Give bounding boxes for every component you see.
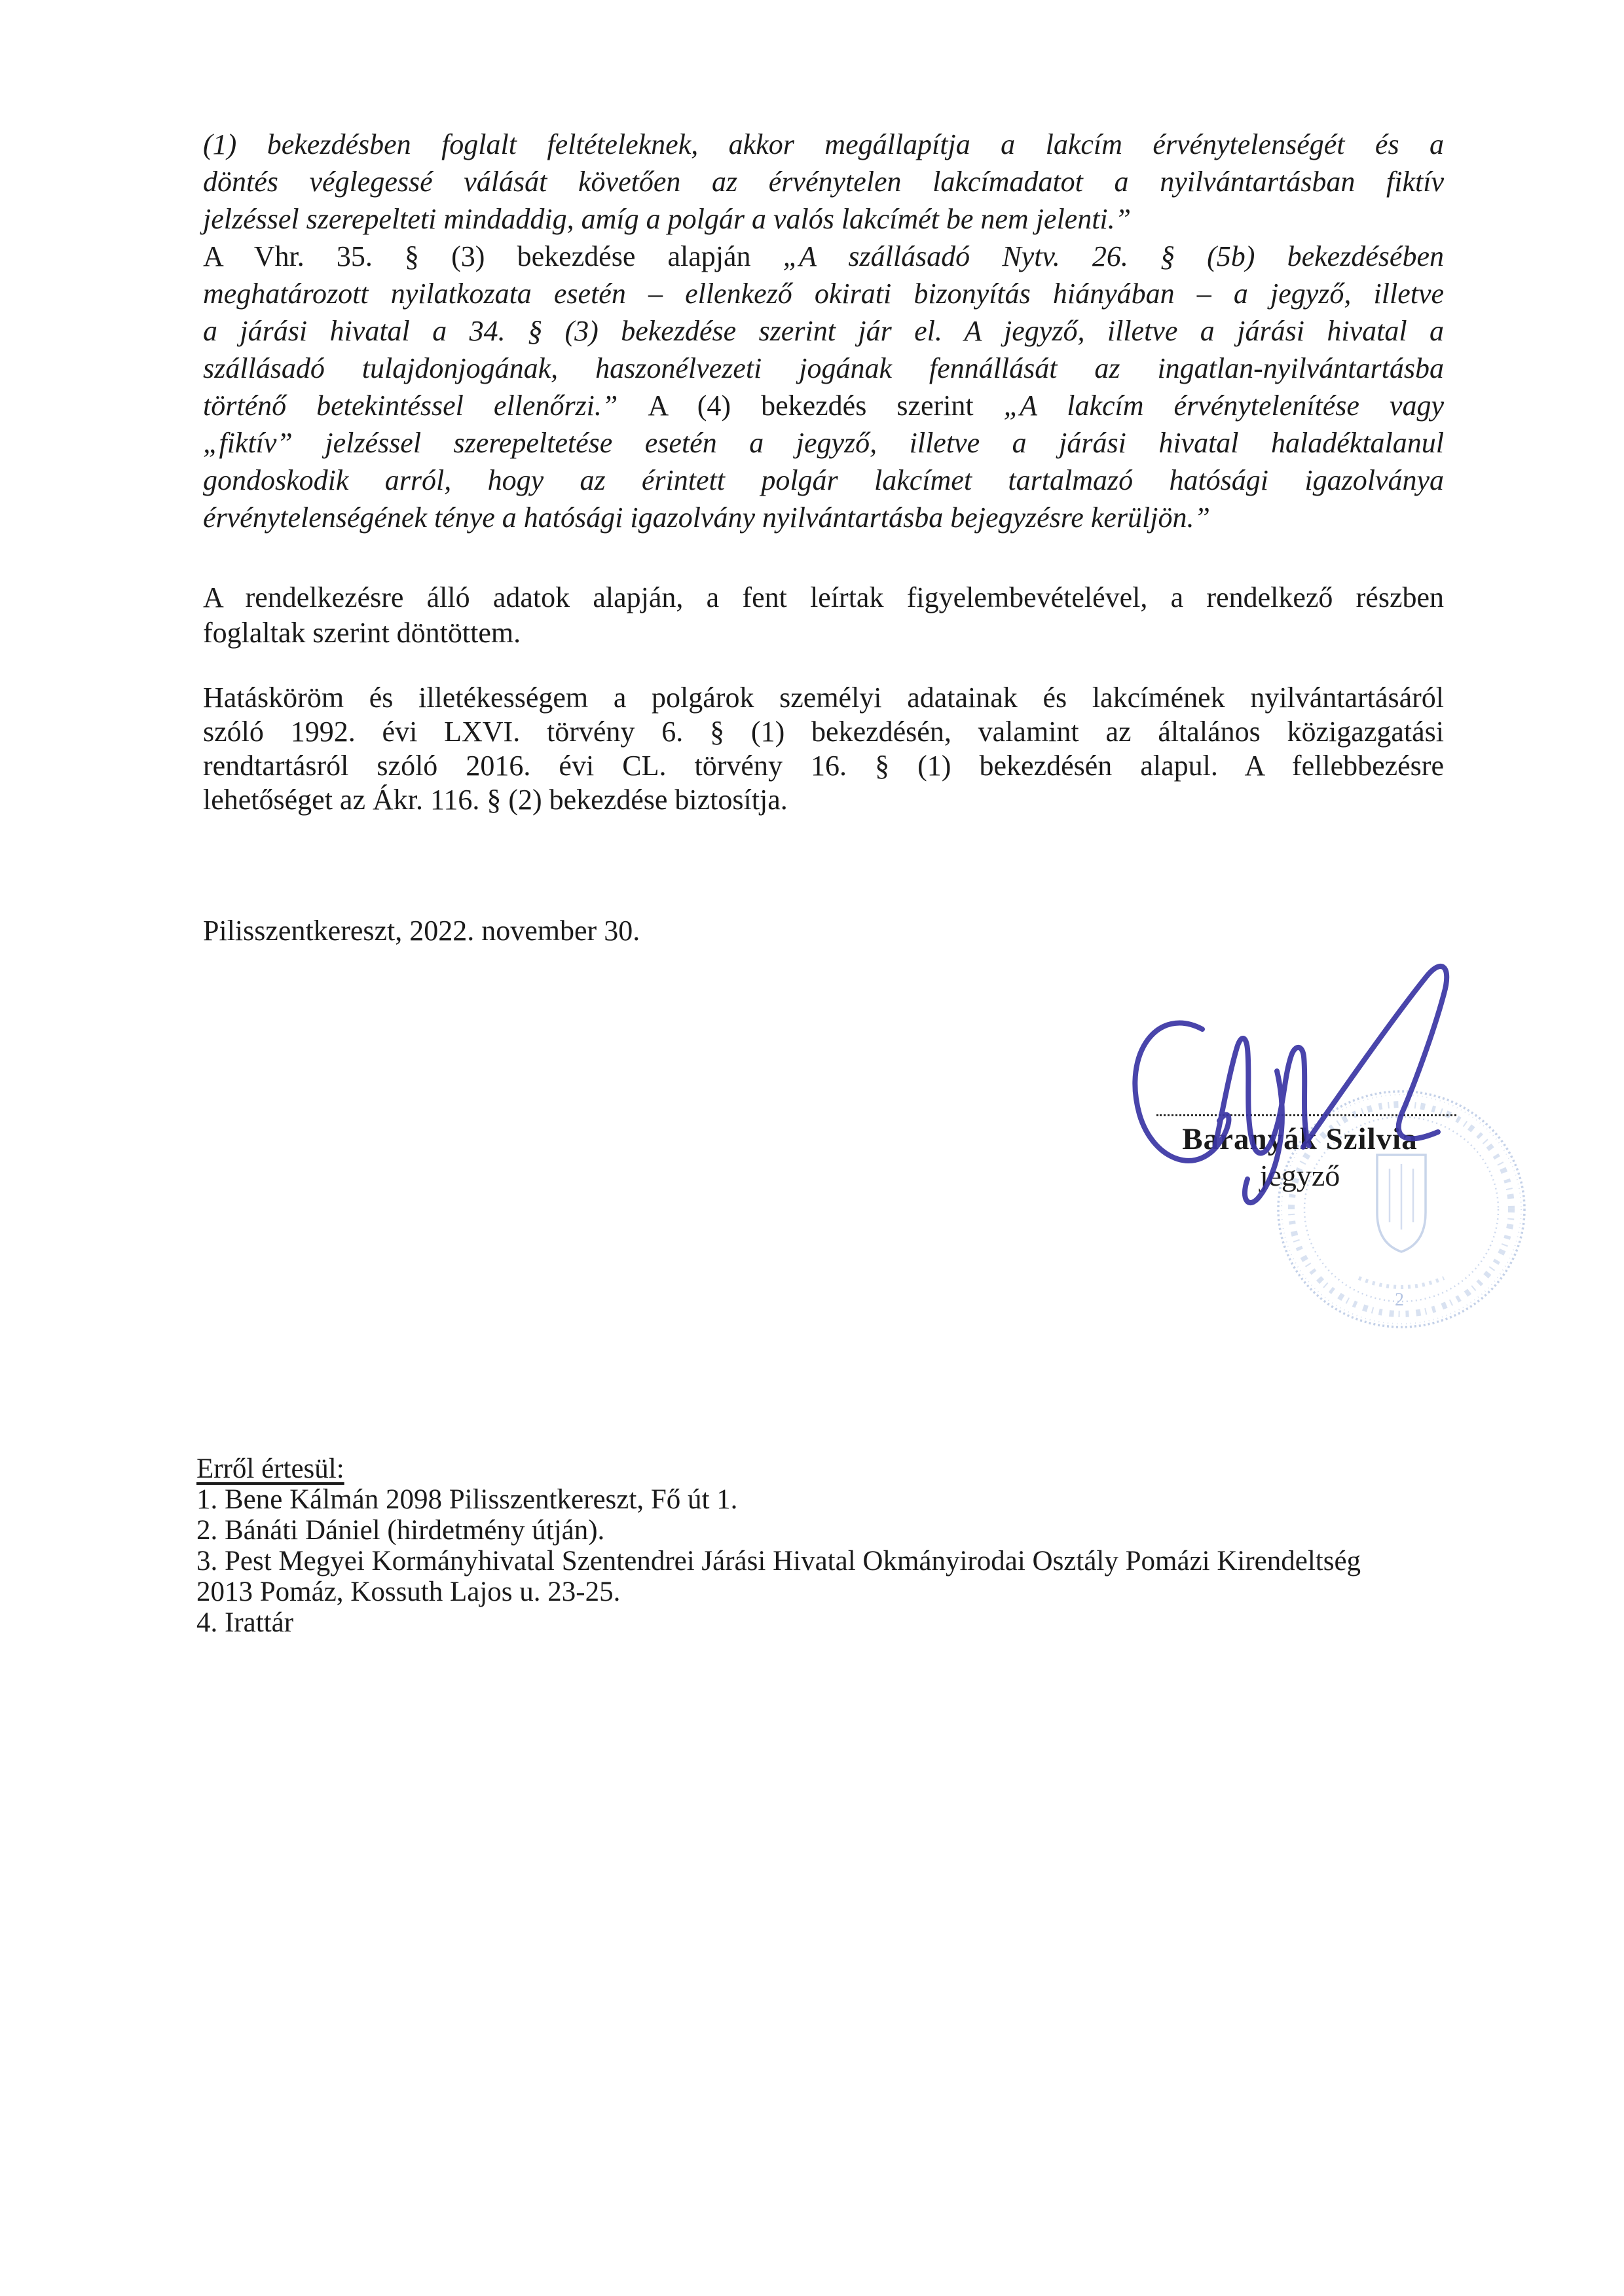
quote-segment-italic: „A lakcím érvénytelenítése vagy [1003,390,1445,422]
text-line: Hatásköröm és illetékességem a polgárok személyi adatainak és lakcímének nyilvántartásáról [203,682,1444,714]
text-line [203,387,1444,424]
text-line: érvénytelenségének ténye a hatósági igazolvány nyilvántartásba bejegyzésre kerüljön.” [203,501,1210,534]
stamp-numeral: 2 [1395,1290,1404,1310]
quote-segment-normal: A (4) bekezdés szerint [648,390,1004,422]
text-line: szállásadó tulajdonjogának, haszonélvezeti jogának fennállását az ingatlan-nyilvántartásba [203,352,1444,384]
text-line: gondoskodik arról, hogy az érintett polgár lakcímet tartalmazó hatósági igazolványa [203,464,1444,496]
signatory-title: jegyző [1259,1159,1340,1192]
text-line: A rendelkezésre álló adatok alapján, a fent leírtak figyelembevételével, a rendelkező részben [203,581,1444,613]
quote-segment-italic: történő betekintéssel ellenőrzi.” [203,390,648,422]
quote-segment-italic: „A szállásadó Nytv. 26. § (5b) bekezdésében [783,240,1444,272]
text-line [203,238,1444,275]
decision-paragraph [203,580,1444,651]
notify-item-continuation: 2013 Pomáz, Kossuth Lajos u. 23-25. [196,1576,621,1607]
text-line: lehetőséget az Ákr. 116. § (2) bekezdése biztosítja. [203,784,788,816]
notification-list [196,1453,1493,1638]
authority-paragraph [203,681,1444,817]
handwritten-signature-graphic [1080,936,1500,1211]
text-line: szóló 1992. évi LXVI. törvény 6. § (1) bekezdésén, valamint az általános közigazgatási [203,716,1444,748]
notify-item: 2. Bánáti Dániel (hirdetmény útján). [196,1515,605,1546]
notify-item: 3. Pest Megyei Kormányhivatal Szentendrei Járási Hivatal Okmányirodai Osztály Pomázi Kirendeltség [196,1546,1361,1576]
text-line: a járási hivatal a 34. § (3) bekezdése szerint jár el. A jegyző, illetve a járási hivatal a [203,315,1444,347]
notify-item: 1. Bene Kálmán 2098 Pilisszentkereszt, Fő út 1. [196,1484,738,1515]
quote-segment-normal: A Vhr. 35. § (3) bekezdése alapján [203,240,783,272]
text-line: Pilisszentkereszt, 2022. november 30. [203,915,640,947]
place-and-date-line [203,914,989,948]
text-line: foglaltak szerint döntöttem. [203,617,521,649]
signatory-name: Baranyák Szilvia [1182,1122,1418,1156]
text-line: meghatározott nyilatkozata esetén – ellenkező okirati bizonyítás hiányában – a jegyző, illetve [203,278,1444,310]
text-line: jelzéssel szerepelteti mindaddig, amíg a polgár a valós lakcímét be nem jelenti.” [203,203,1132,235]
legal-quote-paragraph [203,126,1444,536]
notify-heading: Erről értesül: [196,1453,344,1484]
text-line: rendtartásról szóló 2016. évi CL. törvény 16. § (1) bekezdésén alapul. A fellebbezésre [203,750,1444,782]
text-line: (1) bekezdésben foglalt feltételeknek, akkor megállapítja a lakcím érvénytelenségét és a [203,128,1444,160]
notify-item: 4. Irattár [196,1607,294,1638]
text-line: döntés véglegessé válását követően az érvénytelen lakcímadatot a nyilvántartásban fiktív [203,166,1444,198]
text-line: „fiktív” jelzéssel szerepeltetése esetén a jegyző, illetve a járási hivatal haladéktalanul [203,427,1444,459]
